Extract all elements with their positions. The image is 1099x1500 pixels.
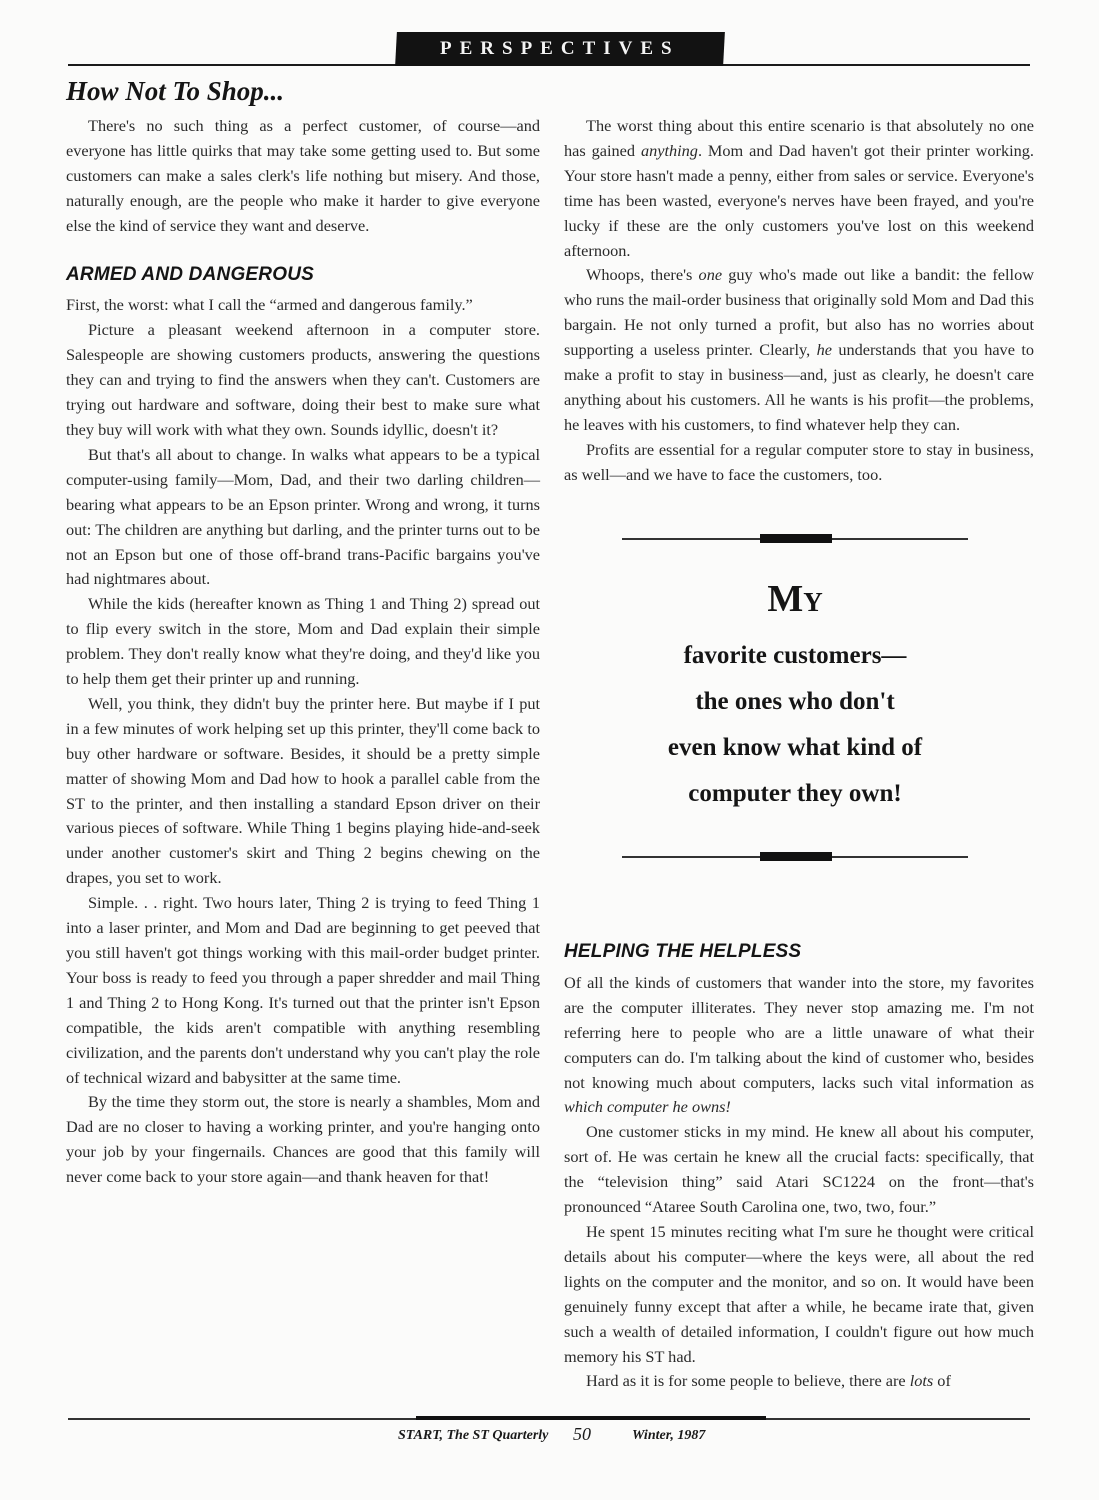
subhead-helping-the-helpless: HELPING THE HELPLESS [564, 941, 802, 962]
body-paragraph: Whoops, there's one guy who's made out like a bandit: the fellow who runs the mail-order business that originally sold Mom and Dad this bargain. He not only turned a profit, but also has no worries about supporting a useless printer. Clearly, he understands that you have to make a profit to stay in business—and, just as clearly, he doesn't care anything about his customers. All he wants is his profit—the problems, he leaves with his customers, to find whatever help they can. [564, 265, 1034, 434]
emphasis: one [698, 265, 723, 285]
body-paragraph: One customer sticks in my mind. He knew all about his computer, sort of. He was certain he knew all the crucial facts: specifically, that the “television thing” said Atari SC1224 on the front—that's pronounced “Ataree South Carolina one, two, two, four.” [564, 1122, 1034, 1217]
pullquote-cap: MY [767, 578, 823, 620]
emphasis: which computer he owns! [564, 1097, 731, 1117]
article-title: How Not To Shop... [66, 76, 285, 106]
publication-name: START, The ST Quarterly [398, 1428, 549, 1443]
right-column-bottom [564, 940, 1034, 1394]
pullquote-rule-bottom [622, 856, 968, 858]
pullquote-line: the ones who don't [695, 688, 895, 715]
body-paragraph: The worst thing about this entire scenario is that absolutely no one has gained anything. Mom and Dad haven't got their printer working. Your store hasn't made a penny, either from sales or service. Everyone's time has been wasted, everyone's nerves have been frayed, and you're lucky if these are the only customers you've lost on this weekend afternoon. [564, 116, 1034, 260]
footer-rule [68, 1418, 1030, 1420]
emphasis: he [816, 340, 832, 360]
body-paragraph: Of all the kinds of customers that wander into the store, my favorites are the computer illiterates. They never stop amazing me. I'm not referring here to people who are a little unaware of what their computers can do. I'm talking about the kind of customer who, besides not knowing much about computers, lacks such vital information as which computer he owns! [564, 972, 1034, 1117]
body-paragraph: While the kids (hereafter known as Thing 1 and Thing 2) spread out to flip every switch in the store, Mom and Dad explain their simple problem. They don't really know what they're doing, and they'd like you to help them get their printer up and running. [66, 594, 540, 689]
pullquote-line: computer they own! [688, 780, 902, 807]
body-paragraph: He spent 15 minutes reciting what I'm sure he thought were critical details about his computer—where the keys were, all about the red lights on the computer and the monitor, and so on. It would have been genuinely funny except that after a while, he became irate that, given such a wealth of detailed information, I couldn't figure out how much memory his ST had. [564, 1221, 1034, 1366]
emphasis: anything [640, 140, 698, 160]
body-paragraph: Well, you think, they didn't buy the printer here. But maybe if I put in a few minutes of work helping set up this printer, they'll come back to buy other hardware or software. Besides, it should be a pretty simple matter of showing Mom and Dad how to hook a parallel cable from the ST to the printer, and then installing a standard Epson driver on their various pieces of software. While Thing 1 begins playing hide-and-seek under another customer's skirt and Thing 2 begins chewing on the drapes, you set to work. [66, 693, 540, 888]
right-column-top [564, 114, 1034, 488]
pullquote-line: even know what kind of [667, 734, 923, 761]
pullquote [622, 574, 968, 817]
section-label: PERSPECTIVES [440, 38, 680, 59]
left-column [66, 114, 540, 1190]
body-paragraph: First, the worst: what I call the “armed and dangerous family.” [66, 295, 473, 315]
pullquote-line: favorite customers— [683, 642, 907, 669]
body-paragraph: Picture a pleasant weekend afternoon in a computer store. Salespeople are showing customers products, answering the questions they can and trying to find the answers when they can't. Customers are trying out hardware and software, doing their best to make sure what they buy will work with what they own. Sounds idyllic, doesn't it? [66, 320, 540, 439]
body-paragraph: Simple. . . right. Two hours later, Thing 2 is trying to feed Thing 1 into a laser printer, and Mom and Dad are beginning to get peeved that you still haven't got things working with this mail-order budget printer. Your boss is ready to feed you through a paper shredder and mail Thing 1 and Thing 2 to Hong Kong. It's turned out that the printer isn't Epson compatible, the kids aren't compatible with anything resembling civilization, and the parents don't understand why you can't play the role of technical wizard and babysitter at the same time. [66, 893, 540, 1087]
body-paragraph: By the time they storm out, the store is nearly a shambles, Mom and Dad are no closer to having a working printer, and you're hanging onto your job by your fingernails. Chances are good that this family will never come back to your store again—and thank heaven for that! [66, 1092, 540, 1187]
body-paragraph: Profits are essential for a regular computer store to stay in business, as well—and we have to face the customers, too. [564, 439, 1034, 484]
intro-paragraph: There's no such thing as a perfect customer, of course—and everyone has little quirks that may take some getting used to. But some customers can make a sales clerk's life nothing but misery. And those, naturally enough, are the people who make it harder to give everyone else the kind of service they want and deserve. [66, 116, 540, 235]
issue-date: Winter, 1987 [632, 1428, 706, 1443]
emphasis: lots [909, 1371, 934, 1391]
page-number: 50 [573, 1424, 591, 1444]
section-banner [395, 32, 725, 66]
page-footer [0, 1424, 1099, 1448]
body-paragraph: But that's all about to change. In walks what appears to be a typical computer-using family—Mom, Dad, and their two darling children—bearing what appears to be an Epson printer. Wrong and wrong, it turns out: The children are anything but darling, and the printer turns out to be not an Epson but one of those off-brand trans-Pacific bargains you've had nightmares about. [66, 444, 540, 589]
body-paragraph: Hard as it is for some people to believe, there are lots of [586, 1371, 951, 1391]
subhead-armed-and-dangerous: ARMED AND DANGEROUS [66, 263, 314, 285]
pullquote-rule-top [622, 538, 968, 540]
